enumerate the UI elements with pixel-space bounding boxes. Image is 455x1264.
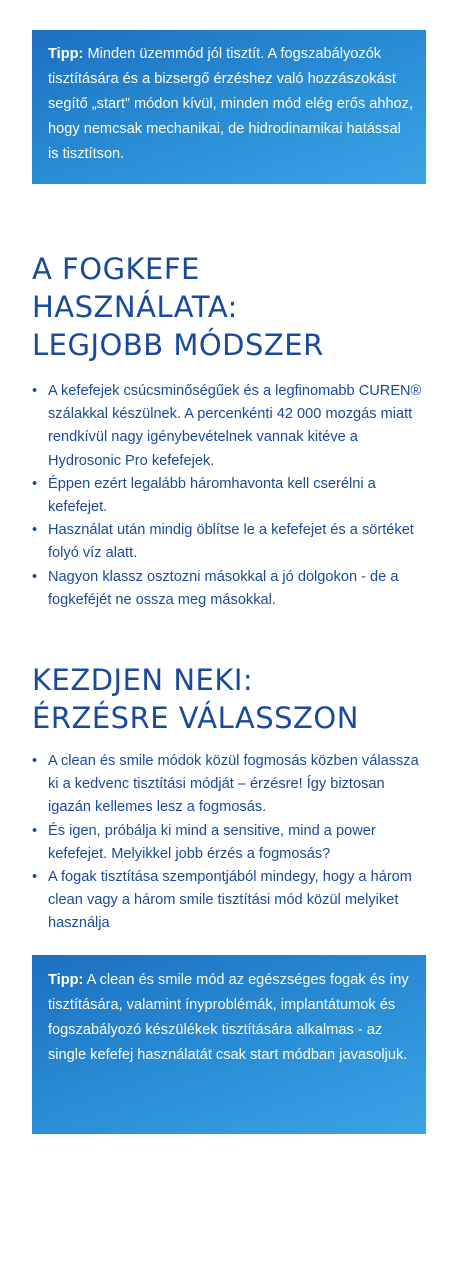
list-item: • A fogak tisztítása szempontjából mindegy, hogy a három clean vagy a három smile tisztítási mód közül melyiket használja — [30, 866, 430, 936]
list-item: • A kefefejek csúcsminőségűek és a legfinomabb CUREN® szálakkal készülnek. A percenkénti 42 000 mozgás miatt rendkívül nagy igénybevételnek vannak kitéve a Hydrosonic Pro kefefejek. — [30, 380, 430, 473]
heading-line: KEZDJEN NEKI: — [32, 663, 254, 697]
list-item: • Éppen ezért legalább háromhavonta kell cserélni a kefefejet. — [30, 473, 430, 519]
tip-label: Tipp: — [48, 46, 84, 62]
section-heading-usage — [32, 250, 324, 364]
list-item: • A clean és smile módok közül fogmosás közben válassza ki a kedvenc tisztítási módját – érzésre! Így biztosan igazán kellemes lesz a fogmosás. — [30, 750, 430, 820]
tip-text: A clean és smile mód az egészséges fogak és íny tisztítására, valamint ínyproblémák, implantátumok és fogszabályozó készülékek tisztítására alkalmas - az single kefefej használatát csak start módban javasoljuk. — [48, 972, 409, 1063]
section-heading-start — [32, 661, 359, 737]
usage-bullet-list — [30, 380, 430, 612]
tip-box-top — [32, 30, 426, 184]
heading-line: ÉRZÉSRE VÁLASSZON — [32, 701, 359, 735]
heading-line: LEGJOBB MÓDSZER — [32, 328, 324, 362]
tip-text: Minden üzemmód jól tisztít. A fogszabályozók tisztítására és a bizsergő érzéshez való hozzászokást segítő „start” módon kívül, minden mód elég erős ahhoz, hogy nemcsak mechanikai, de hidrodinamikai hatással is tisztítson. — [48, 46, 414, 162]
list-item: • Nagyon klassz osztozni másokkal a jó dolgokon - de a fogkeféjét ne ossza meg másokkal. — [30, 566, 430, 612]
tip-label: Tipp: — [48, 972, 84, 988]
heading-line: A FOGKEFE — [32, 252, 200, 286]
list-item: • És igen, próbálja ki mind a sensitive, mind a power kefefejet. Melyikkel jobb érzés a fogmosás? — [30, 820, 430, 866]
start-bullet-list — [30, 750, 430, 936]
list-item: • Használat után mindig öblítse le a kefefejet és a sörtéket folyó víz alatt. — [30, 519, 430, 565]
heading-line: HASZNÁLATA: — [32, 290, 238, 324]
tip-box-bottom — [32, 955, 426, 1134]
